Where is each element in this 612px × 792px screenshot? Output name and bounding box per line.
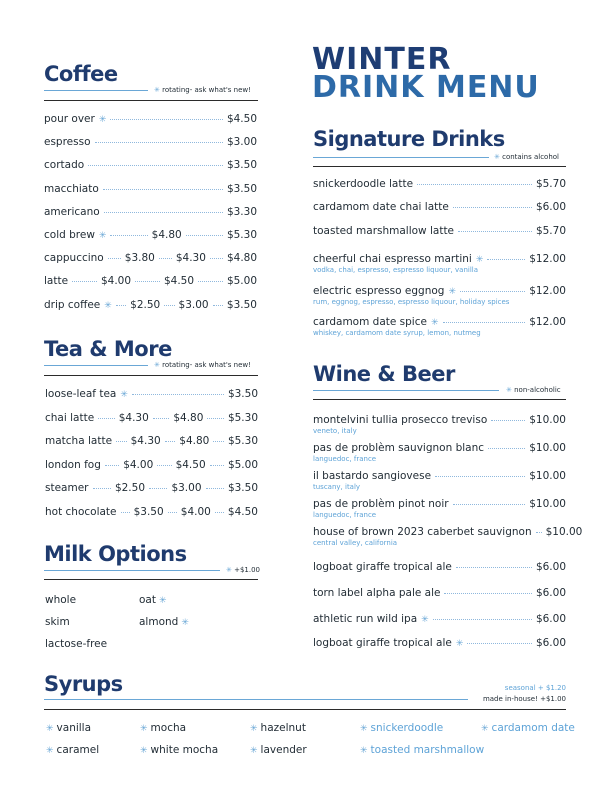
wine-item (313, 443, 566, 454)
item-name: cardamom date spice (313, 316, 427, 328)
signature-item (313, 317, 566, 328)
dot-leader (98, 418, 115, 419)
item-price: $3.50 (227, 388, 258, 400)
dot-leader (157, 465, 171, 466)
dot-leader (207, 418, 224, 419)
item-price: $4.00 (123, 458, 154, 471)
syrup-label: hazelnut (260, 722, 306, 734)
signature-item (313, 254, 566, 265)
item-name: cortado (44, 159, 85, 172)
signature-item (313, 202, 566, 213)
asterisk-icon: ✳ (46, 746, 54, 756)
item-name: steamer (45, 482, 89, 494)
dot-leader (453, 207, 532, 208)
syrup-item (140, 745, 218, 756)
milk-option-label: oat (139, 594, 156, 606)
milk-option-label: almond (139, 616, 179, 628)
signature-item-desc: rum, eggnog, espresso, espresso liquour, holiday spices (313, 298, 510, 306)
asterisk-icon: ✳ (181, 618, 189, 628)
dot-leader (458, 231, 532, 232)
item-name: logboat giraffe tropical ale (313, 561, 452, 573)
coffee-item (44, 276, 257, 287)
dot-leader (198, 281, 223, 282)
wine-rule (313, 399, 566, 400)
dot-leader (116, 441, 127, 442)
wine-item-desc: languedoc, france (313, 511, 377, 519)
item-price: $2.50 (114, 482, 145, 494)
coffee-title: Coffee (44, 62, 118, 86)
dot-leader (72, 281, 97, 282)
coffee-note (154, 87, 251, 94)
item-price: $4.00 (100, 275, 132, 288)
asterisk-icon: ✳ (104, 300, 112, 311)
item-price: $3.00 (178, 298, 209, 311)
syrup-label: snickerdoodle (370, 722, 444, 734)
syrup-item (46, 723, 91, 734)
milk-note-text: +$1.00 (234, 566, 261, 574)
asterisk-icon: ✳ (360, 746, 368, 756)
item-price: $4.30 (175, 252, 206, 265)
milk-title: Milk Options (44, 542, 187, 566)
item-price: $12.00 (529, 253, 566, 265)
milk-note (226, 567, 260, 574)
item-name: pas de problèm pinot noir (313, 498, 449, 510)
syrup-label: white mocha (150, 744, 219, 756)
coffee-item (44, 300, 257, 311)
item-price: $10.00 (545, 526, 583, 538)
item-name: cappuccino (44, 252, 104, 265)
dot-leader (153, 418, 170, 419)
item-price: $4.80 (173, 411, 204, 424)
dot-leader (210, 258, 223, 259)
dot-leader (456, 567, 532, 568)
wine-item (313, 588, 566, 599)
signature-item-desc: vodka, chai, espresso, espresso liquour, vanilla (313, 266, 479, 274)
coffee-item (44, 184, 257, 195)
item-price: $6.00 (535, 561, 566, 573)
item-name: macchiato (44, 182, 99, 195)
tea-item (45, 436, 258, 447)
asterisk-icon: ✳ (360, 724, 368, 734)
milk-option (45, 639, 107, 650)
syrups-divider (44, 699, 468, 700)
milk-option-label: whole (45, 594, 77, 606)
syrups-note-house: made in-house! +$1.00 (482, 695, 566, 703)
syrup-item (46, 745, 99, 756)
dot-leader (135, 281, 160, 282)
item-price: $5.30 (226, 229, 257, 241)
signature-title: Signature Drinks (313, 127, 505, 151)
asterisk-icon: ✳ (250, 724, 258, 734)
item-name: americano (44, 205, 100, 218)
item-price: $4.00 (180, 505, 211, 518)
wine-divider (313, 390, 499, 391)
signature-item (313, 226, 566, 237)
item-price: $10.00 (529, 414, 566, 426)
item-name: torn label alpha pale ale (313, 587, 441, 599)
asterisk-icon: ✳ (120, 390, 128, 400)
signature-rule (313, 166, 566, 167)
header-line-2: DRINK MENU (312, 70, 540, 105)
coffee-item (44, 230, 257, 241)
wine-note (506, 387, 561, 394)
dot-leader (88, 165, 223, 166)
dot-leader (132, 394, 224, 395)
dot-leader (210, 465, 224, 466)
item-price: $4.50 (226, 113, 257, 125)
item-name: montelvini tullia prosecco treviso (313, 414, 488, 426)
tea-divider (44, 365, 148, 366)
item-price: $2.50 (130, 298, 161, 311)
item-name: latte (44, 275, 69, 288)
dot-leader (93, 488, 111, 489)
asterisk-icon: ✳ (421, 615, 429, 625)
dot-leader (159, 258, 172, 259)
item-name: espresso (44, 136, 91, 149)
dot-leader (443, 322, 526, 323)
dot-leader (95, 142, 223, 143)
asterisk-icon: ✳ (140, 746, 148, 756)
item-price: $5.70 (535, 178, 566, 190)
dot-leader (435, 476, 525, 477)
dot-leader (491, 420, 525, 421)
tea-item (45, 413, 258, 424)
dot-leader (444, 593, 531, 594)
syrup-item (360, 723, 443, 734)
signature-divider (313, 157, 489, 158)
item-price: $5.30 (227, 435, 258, 447)
item-price: $4.50 (227, 505, 258, 518)
asterisk-icon: ✳ (250, 746, 258, 756)
syrup-item (250, 723, 306, 734)
syrup-label: caramel (56, 744, 100, 756)
dot-leader (116, 305, 126, 306)
item-price: $5.30 (227, 411, 258, 424)
asterisk-icon: ✳ (154, 361, 160, 369)
item-price: $6.00 (535, 201, 566, 213)
milk-rule (44, 579, 258, 580)
coffee-note-text: rotating- ask what's new! (162, 86, 251, 94)
dot-leader (213, 305, 223, 306)
item-price: $4.50 (175, 458, 206, 471)
wine-item (313, 638, 566, 649)
wine-item (313, 415, 566, 426)
item-name: matcha latte (45, 435, 113, 447)
item-price: $12.00 (529, 285, 566, 297)
wine-item (313, 526, 583, 538)
item-name: snickerdoodle latte (313, 178, 414, 190)
signature-note (494, 154, 559, 161)
wine-title: Wine & Beer (313, 362, 455, 386)
coffee-item (44, 207, 257, 218)
signature-item-desc: whiskey, cardamom date syrup, lemon, nutmeg (313, 329, 481, 337)
dot-leader (186, 235, 223, 236)
tea-item (45, 483, 258, 494)
item-price: $10.00 (529, 442, 566, 454)
dot-leader (467, 643, 532, 644)
milk-divider (44, 570, 220, 571)
asterisk-icon: ✳ (140, 724, 148, 734)
header-line-1: WINTER (312, 42, 452, 77)
item-price: $3.50 (226, 298, 257, 311)
item-name: pour over (44, 113, 95, 125)
dot-leader (164, 305, 174, 306)
dot-leader (536, 532, 542, 533)
item-price: $5.00 (226, 275, 257, 288)
item-name: drip coffee (44, 298, 101, 311)
menu-header (312, 42, 540, 105)
dot-leader (108, 258, 121, 259)
wine-note-text: non-alcoholic (514, 386, 561, 394)
item-price: $12.00 (529, 316, 566, 328)
item-price: $5.00 (227, 458, 258, 471)
syrups-title: Syrups (44, 672, 123, 696)
syrup-item (481, 723, 575, 734)
wine-item-desc: veneto, italy (313, 427, 357, 435)
item-name: london fog (45, 458, 101, 471)
item-name: house of brown 2023 caberbet sauvignon (313, 526, 532, 538)
syrup-label: cardamom date (491, 722, 575, 734)
item-price: $4.50 (163, 275, 195, 288)
dot-leader (488, 448, 525, 449)
coffee-item (44, 114, 257, 125)
asterisk-icon: ✳ (481, 724, 489, 734)
tea-item (45, 389, 258, 400)
coffee-item (44, 160, 257, 171)
item-name: loose-leaf tea (45, 388, 117, 400)
wine-item (313, 471, 566, 482)
dot-leader (110, 235, 147, 236)
item-name: logboat giraffe tropical ale (313, 637, 452, 649)
dot-leader (453, 504, 526, 505)
milk-option-label: skim (45, 616, 70, 628)
item-name: pas de problèm sauvignon blanc (313, 442, 485, 454)
asterisk-icon: ✳ (448, 287, 456, 297)
milk-option (139, 595, 167, 606)
item-price: $4.80 (226, 252, 258, 265)
wine-item-desc: tuscany, italy (313, 483, 361, 491)
dot-leader (206, 488, 224, 489)
item-price: $6.00 (535, 613, 566, 625)
item-price: $3.00 (226, 136, 257, 149)
asterisk-icon: ✳ (455, 639, 464, 649)
item-name: cold brew (44, 229, 95, 241)
dot-leader (103, 189, 223, 190)
dot-leader (417, 184, 532, 185)
item-price: $6.00 (535, 587, 566, 599)
milk-option (139, 617, 189, 628)
dot-leader (433, 619, 532, 620)
dot-leader (149, 488, 167, 489)
syrup-item (360, 745, 484, 756)
syrup-label: mocha (150, 722, 187, 734)
signature-note-text: contains alcohol (502, 153, 559, 161)
item-price: $3.30 (226, 205, 257, 218)
item-price: $3.50 (226, 182, 257, 195)
item-price: $4.80 (151, 229, 182, 241)
milk-option-label: lactose-free (45, 638, 108, 650)
item-price: $6.00 (535, 637, 566, 649)
asterisk-icon: ✳ (430, 318, 439, 328)
coffee-rule (44, 100, 258, 101)
wine-item-desc: central valley, california (313, 539, 398, 547)
dot-leader (104, 212, 223, 213)
tea-item (45, 507, 258, 518)
item-price: $10.00 (529, 470, 566, 482)
asterisk-icon: ✳ (494, 153, 500, 161)
item-price: $3.50 (133, 505, 164, 518)
syrup-item (250, 745, 307, 756)
item-price: $4.80 (179, 435, 210, 447)
item-name: athletic run wild ipa (313, 613, 418, 625)
item-name: chai latte (45, 411, 95, 424)
tea-note (154, 362, 251, 369)
item-price: $3.50 (227, 482, 258, 494)
item-name: cheerful chai espresso martini (313, 253, 472, 265)
tea-rule (44, 375, 258, 376)
wine-item (313, 614, 566, 625)
item-name: cardamom date chai latte (313, 201, 449, 213)
asterisk-icon: ✳ (46, 724, 54, 734)
dot-leader (110, 119, 223, 120)
syrup-label: lavender (260, 744, 307, 756)
asterisk-icon: ✳ (154, 86, 160, 94)
syrups-rule (44, 709, 566, 710)
tea-title: Tea & More (44, 337, 172, 361)
syrup-label: vanilla (56, 722, 92, 734)
syrup-label: toasted marshmallow (370, 744, 485, 756)
signature-item (313, 179, 566, 190)
item-price: $4.30 (118, 411, 149, 424)
signature-item (313, 286, 566, 297)
item-name: electric espresso eggnog (313, 285, 445, 297)
tea-note-text: rotating- ask what's new! (162, 361, 251, 369)
item-name: hot chocolate (45, 505, 117, 518)
coffee-divider (44, 90, 148, 91)
asterisk-icon: ✳ (475, 255, 484, 265)
dot-leader (165, 441, 176, 442)
dot-leader (168, 512, 177, 513)
asterisk-icon: ✳ (506, 386, 512, 394)
dot-leader (121, 512, 130, 513)
asterisk-icon: ✳ (98, 115, 107, 125)
wine-item-desc: languedoc, france (313, 455, 377, 463)
syrup-item (140, 723, 186, 734)
item-price: $3.80 (124, 252, 155, 265)
item-price: $10.00 (529, 498, 566, 510)
item-price: $3.00 (171, 482, 202, 494)
wine-item (313, 562, 566, 573)
dot-leader (460, 291, 525, 292)
dot-leader (487, 259, 525, 260)
item-price: $5.70 (535, 225, 566, 237)
wine-item (313, 499, 566, 510)
item-price: $4.30 (130, 435, 161, 447)
tea-item (45, 460, 258, 471)
milk-option (45, 617, 70, 628)
item-price: $3.50 (226, 159, 257, 172)
syrups-note-seasonal: seasonal + $1.20 (504, 684, 566, 692)
coffee-item (44, 253, 257, 264)
item-name: toasted marshmallow latte (313, 225, 455, 237)
dot-leader (213, 441, 224, 442)
coffee-item (44, 137, 257, 148)
asterisk-icon: ✳ (158, 596, 167, 606)
dot-leader (215, 512, 224, 513)
dot-leader (105, 465, 119, 466)
milk-option (45, 595, 76, 606)
asterisk-icon: ✳ (98, 231, 107, 241)
asterisk-icon: ✳ (226, 566, 232, 574)
item-name: il bastardo sangiovese (313, 470, 432, 482)
